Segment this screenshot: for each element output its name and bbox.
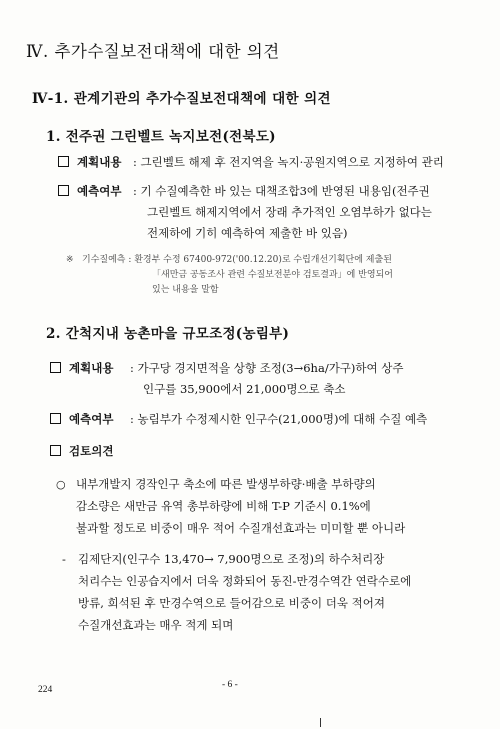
- section1-forecast-line2: 그린벨트 해제지역에서 장래 추가적인 오염부하가 없다는: [147, 205, 432, 219]
- dash-line2: 처리수는 인공습지에서 더욱 정화되어 동진-만경수역간 연락수로에: [78, 574, 412, 588]
- forecast-label: 예측여부: [69, 412, 114, 426]
- section1-plan-text: : 그린벨트 해제 후 전지역을 녹지·공원지역으로 지정하여 관리: [133, 155, 444, 169]
- dash-line1: 김제단지(인구수 13,470→ 7,900명으로 조정)의 하수처리장: [78, 552, 385, 566]
- dash-line4: 수질개선효과는 매우 적게 되며: [78, 618, 234, 632]
- section2-review-row: [50, 441, 113, 462]
- checkbox-icon: [50, 362, 61, 373]
- section1-title: 1. 전주권 그린벨트 녹지보전(전북도): [46, 129, 276, 145]
- forecast-label: 예측여부: [77, 184, 122, 198]
- note-line1: 기수질예측 : 환경부 수정 67400-972('00.12.20)로 수립개선기획단에 제출된: [82, 255, 392, 265]
- checkbox-icon: [50, 445, 61, 456]
- page-heading: Ⅳ. 추가수질보전대책에 대한 의견: [26, 42, 280, 61]
- note-mark: ※: [66, 255, 74, 265]
- bullet-icon: ○: [56, 478, 66, 491]
- note-line2: 「새만금 공동조사 관련 수질보전분야 검토결과」에 반영되어: [152, 270, 393, 280]
- section2-forecast-row: [50, 409, 113, 430]
- section2-title: 2. 간척지내 농촌마을 규모조정(농림부): [46, 326, 290, 342]
- subheading: Ⅳ-1. 관계기관의 추가수질보전대책에 대한 의견: [32, 91, 331, 107]
- plan-label: 계획내용: [69, 361, 114, 375]
- bullet-line3: 불과할 정도로 비중이 매우 적어 수질개선효과는 미미할 뿐 아니라: [76, 521, 406, 535]
- review-label: 검토의견: [69, 444, 114, 458]
- section2-forecast-text: : 농림부가 수정제시한 인구수(21,000명)에 대해 수질 예측: [130, 412, 428, 426]
- bullet-line2: 감소량은 새만금 유역 총부하량에 비해 T-P 기준시 0.1%에: [76, 499, 371, 513]
- scan-mark: [320, 718, 321, 727]
- section1-forecast-line1: : 기 수질예측한 바 있는 대책조합3에 반영된 내용임(전주권: [133, 184, 430, 198]
- dash-line3: 방류, 희석된 후 만경수역으로 들어감으로 비중이 더욱 적어져: [78, 596, 385, 610]
- plan-label: 계획내용: [77, 155, 122, 169]
- checkbox-icon: [58, 185, 69, 196]
- bullet-line1: 내부개발지 경작인구 축소에 따른 발생부하량·배출 부하량의: [76, 477, 376, 491]
- checkbox-icon: [50, 413, 61, 424]
- checkbox-icon: [58, 156, 69, 167]
- section1-forecast-row: [58, 181, 121, 202]
- section1-plan-row: [58, 152, 121, 173]
- page-number-left: 224: [38, 685, 53, 695]
- section2-plan-row: [50, 358, 113, 379]
- note-line3: 있는 내용을 말함: [152, 285, 219, 295]
- section2-plan-line2: 인구를 35,900에서 21,000명으로 축소: [143, 382, 346, 396]
- section2-plan-line1: : 가구당 경지면적을 상향 조정(3→6ha/가구)하여 상주: [130, 361, 404, 375]
- page-number-center: - 6 -: [222, 680, 238, 690]
- section1-forecast-line3: 전제하에 기히 예측하여 제출한 바 있음): [147, 226, 348, 240]
- dash-icon: -: [62, 552, 66, 566]
